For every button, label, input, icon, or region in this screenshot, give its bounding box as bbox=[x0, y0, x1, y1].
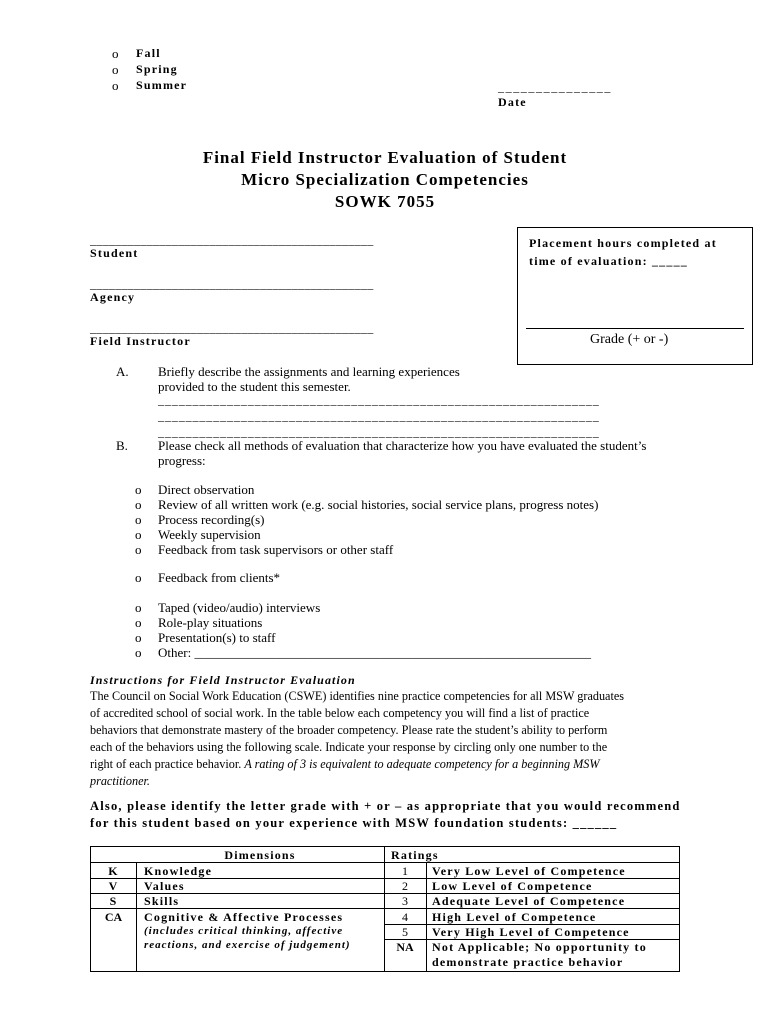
checkbox-method[interactable]: o bbox=[135, 482, 142, 497]
rating-label: High Level of Competence bbox=[432, 910, 597, 924]
date-line[interactable]: _______________ bbox=[498, 80, 612, 94]
checkbox-method[interactable]: o bbox=[135, 615, 142, 630]
method-other[interactable]: Other: _____________________________________________________________ bbox=[158, 645, 591, 660]
dimensions-header: Dimensions bbox=[224, 848, 296, 862]
dimension-name: Skills bbox=[144, 894, 180, 908]
rating-number: NA bbox=[396, 940, 414, 954]
method-label: Feedback from clients* bbox=[158, 570, 281, 585]
instructions-line: behaviors that demonstrate mastery of the broader competency. Please rate the student’s ability to perform bbox=[90, 723, 608, 737]
rating-number: 1 bbox=[402, 864, 408, 878]
agency-label: Agency bbox=[90, 290, 136, 304]
instructions-line-italic: A rating of 3 is equivalent to adequate competency for a beginning MSW bbox=[244, 757, 600, 771]
method-label: Process recording(s) bbox=[158, 512, 265, 527]
dimension-code: S bbox=[109, 894, 118, 908]
rating-label: Not Applicable; No opportunity to bbox=[432, 940, 647, 954]
dimension-code: CA bbox=[104, 910, 123, 924]
grade-request-line-1: Also, please identify the letter grade with + or – as appropriate that you would recommend bbox=[90, 799, 681, 813]
page-title: Final Field Instructor Evaluation of Student bbox=[202, 148, 568, 167]
rating-number: 2 bbox=[402, 879, 408, 893]
section-b-prompt-1: Please check all methods of evaluation that characterize how you have evaluated the student’s bbox=[158, 438, 647, 453]
rating-label: Very High Level of Competence bbox=[432, 925, 630, 939]
dimension-code: V bbox=[108, 879, 119, 893]
method-label: Feedback from task supervisors or other staff bbox=[158, 542, 394, 557]
rating-label: Very Low Level of Competence bbox=[432, 864, 626, 878]
checkbox-method[interactable]: o bbox=[135, 600, 142, 615]
checkbox-method[interactable]: o bbox=[135, 542, 142, 557]
placement-hours-field[interactable]: time of evaluation: _____ bbox=[529, 254, 688, 268]
method-label: Role-play situations bbox=[158, 615, 263, 630]
option-summer: Summer bbox=[136, 78, 188, 92]
rating-label-continuation: demonstrate practice behavior bbox=[432, 955, 624, 969]
rating-number: 3 bbox=[402, 894, 408, 908]
method-label: Weekly supervision bbox=[158, 527, 261, 542]
option-fall: Fall bbox=[136, 46, 161, 60]
ca-note-line: reactions, and exercise of judgement) bbox=[144, 939, 351, 951]
option-spring: Spring bbox=[136, 62, 178, 76]
section-b-prompt-2: progress: bbox=[158, 453, 206, 468]
checkbox-fall[interactable]: o bbox=[112, 46, 119, 61]
ratings-header: Ratings bbox=[391, 848, 439, 862]
dimension-name: Knowledge bbox=[144, 864, 213, 878]
method-label: Direct observation bbox=[158, 482, 255, 497]
instructions-heading: Instructions for Field Instructor Evaluation bbox=[90, 673, 356, 687]
field-instructor-label: Field Instructor bbox=[90, 334, 191, 348]
course-code: SOWK 7055 bbox=[334, 192, 436, 211]
field-instructor-line[interactable]: _____________________________________________ bbox=[90, 321, 374, 335]
checkbox-method[interactable]: o bbox=[135, 630, 142, 645]
instructions-line-final: practitioner. bbox=[90, 774, 150, 788]
section-b-marker: B. bbox=[116, 438, 128, 453]
rating-number: 5 bbox=[402, 925, 408, 939]
instructions-line: The Council on Social Work Education (CSWE) identifies nine practice competencies for all MSW graduates bbox=[90, 689, 624, 703]
section-a-prompt-2: provided to the student this semester. bbox=[158, 379, 351, 394]
dimension-code: K bbox=[108, 864, 119, 878]
placement-box bbox=[517, 227, 753, 365]
placement-hours-label: Placement hours completed at bbox=[529, 236, 717, 250]
method-label: Review of all written work (e.g. social histories, social service plans, progress notes) bbox=[158, 497, 599, 512]
instructions-line: each of the behaviors using the following scale. Indicate your response by circling only one number to the bbox=[90, 740, 608, 754]
grade-request-line-2[interactable]: for this student based on your experience with MSW foundation students: ______ bbox=[90, 816, 618, 830]
section-a-prompt-1: Briefly describe the assignments and learning experiences bbox=[158, 364, 460, 379]
student-line[interactable]: _____________________________________________ bbox=[90, 233, 374, 247]
page-subtitle: Micro Specialization Competencies bbox=[241, 170, 529, 189]
dimension-name: Values bbox=[144, 879, 185, 893]
instructions-line bbox=[90, 756, 690, 773]
grade-line[interactable] bbox=[526, 328, 744, 329]
date-label: Date bbox=[498, 95, 527, 109]
method-label: Presentation(s) to staff bbox=[158, 630, 276, 645]
dimensions-ratings-table bbox=[90, 846, 680, 972]
checkbox-method[interactable]: o bbox=[135, 527, 142, 542]
checkbox-spring[interactable]: o bbox=[112, 62, 119, 77]
checkbox-method[interactable]: o bbox=[135, 512, 142, 527]
section-a-marker: A. bbox=[116, 364, 129, 379]
agency-line[interactable]: _____________________________________________ bbox=[90, 277, 374, 291]
rating-label: Low Level of Competence bbox=[432, 879, 593, 893]
checkbox-method[interactable]: o bbox=[135, 497, 142, 512]
student-label: Student bbox=[90, 246, 139, 260]
checkbox-method[interactable]: o bbox=[135, 645, 142, 660]
section-a-answer-line-1[interactable]: ________________________________________________________________ bbox=[158, 393, 600, 407]
section-a-answer-line-2[interactable]: ________________________________________________________________ bbox=[158, 409, 600, 423]
instructions-line: of accredited school of social work. In the table below each competency you will find a list of practice bbox=[90, 706, 590, 720]
checkbox-summer[interactable]: o bbox=[112, 78, 119, 93]
checkbox-method[interactable]: o bbox=[135, 570, 142, 585]
instructions-body bbox=[90, 688, 690, 790]
rating-number: 4 bbox=[402, 910, 408, 924]
method-label: Taped (video/audio) interviews bbox=[158, 600, 321, 615]
rating-label: Adequate Level of Competence bbox=[432, 894, 626, 908]
ca-note-line: (includes critical thinking, affective bbox=[144, 925, 344, 937]
grade-label: Grade (+ or -) bbox=[590, 332, 669, 347]
section-a-answer-line-3[interactable]: ________________________________________________________________ bbox=[158, 425, 600, 439]
dimension-name: Cognitive & Affective Processes bbox=[144, 910, 344, 924]
instructions-line-plain: right of each practice behavior. bbox=[90, 757, 245, 771]
